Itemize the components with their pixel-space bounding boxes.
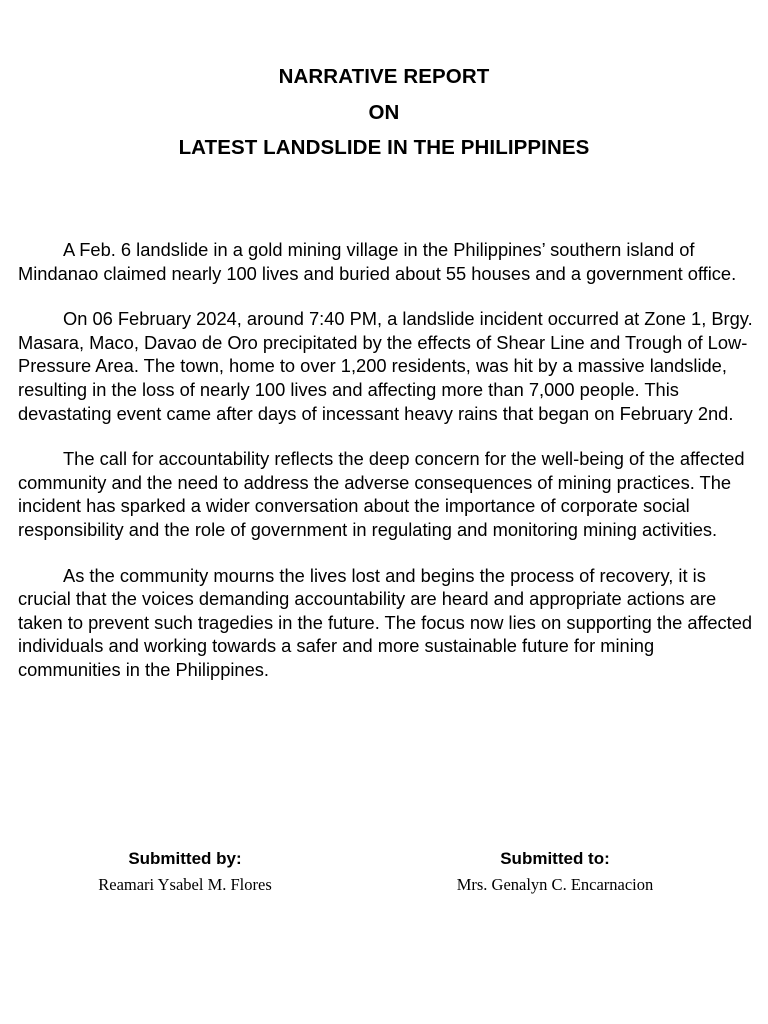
- title-line-2: ON: [368, 100, 400, 124]
- submitted-by-label: Submitted by:: [128, 849, 242, 868]
- submitted-to-name: Mrs. Genalyn C. Encarnacion: [456, 875, 654, 894]
- paragraph-2: On 06 February 2024, around 7:40 PM, a landslide incident occurred at Zone 1, Brgy. Masara, Maco, Davao de Oro precipitated by the effects of Shear Line and Trough of Low-Pressure Area. The town, home to over 1,200 residents, was hit by a massive landslide, resulting in the loss of nearly 100 lives and affecting more than 7,000 people. This devastating event came after days of incessant heavy rains that began on February 2nd.: [18, 308, 753, 424]
- title-line-3: LATEST LANDSLIDE IN THE PHILIPPINES: [178, 136, 590, 159]
- paragraph-1: A Feb. 6 landslide in a gold mining village in the Philippines’ southern island of Mindanao claimed nearly 100 lives and buried about 55 houses and a government office.: [18, 239, 737, 284]
- report-title: [0, 59, 768, 166]
- submitted-by-block: [85, 848, 285, 900]
- submitted-to-label: Submitted to:: [500, 849, 610, 868]
- submitted-to-block: [455, 848, 655, 900]
- report-body: [18, 238, 753, 704]
- paragraph-3: The call for accountability reflects the deep concern for the well-being of the affected community and the need to address the adverse consequences of mining practices. The incident has sparked a wider conversation about the importance of corporate social responsibility and the role of government in regulating and monitoring mining activities.: [18, 448, 745, 540]
- paragraph-4: As the community mourns the lives lost and begins the process of recovery, it is crucial that the voices demanding accountability are heard and appropriate actions are taken to prevent such tragedies in the future. The focus now lies on supporting the affected individuals and working towards a safer and more sustainable future for mining communities in the Philippines.: [18, 564, 753, 680]
- submitted-by-name: Reamari Ysabel M. Flores: [98, 875, 272, 894]
- title-line-1: NARRATIVE REPORT: [278, 65, 490, 88]
